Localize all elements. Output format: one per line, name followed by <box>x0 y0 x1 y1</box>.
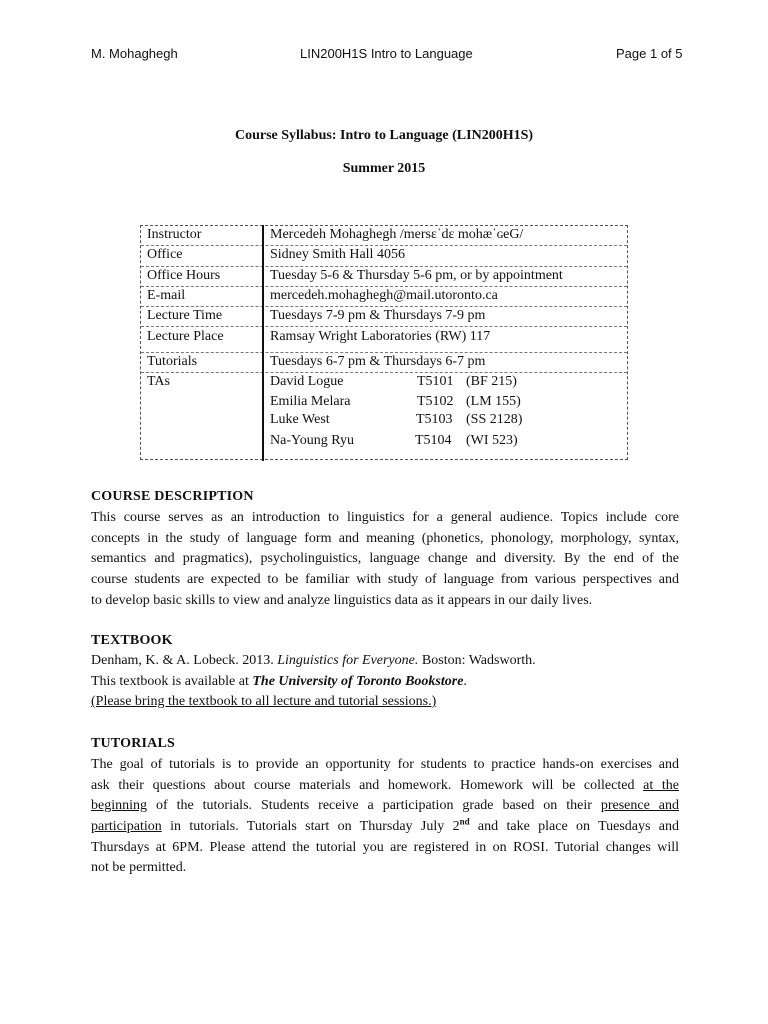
paragraph-line: to develop basic skills to view and analyze linguistics data as it appears in our daily lives. <box>91 592 593 608</box>
paragraph-line <box>91 796 679 817</box>
paragraph-line: This course serves as an introduction to linguistics for a general audience. Topics include core <box>91 510 679 525</box>
paragraph-line: Thursdays at 6PM. Please attend the tutorial you are registered in on ROSI. Tutorial changes will <box>91 839 679 855</box>
info-value: Mercedeh Mohaghegh /mersɛˈdɛ mohæˈɢeG/ <box>270 227 524 242</box>
paragraph-line: The goal of tutorials is to provide an opportunity for students to practice hands-on exercises and <box>91 757 679 772</box>
info-row-tutorials <box>141 352 627 373</box>
info-value: Tuesdays 7-9 pm & Thursdays 7-9 pm <box>270 308 486 323</box>
underlined-text: at the <box>643 777 679 793</box>
availability-text: This textbook is available at <box>91 674 253 689</box>
header-author: M. Mohaghegh <box>91 46 178 61</box>
citation-authors: Denham, K. & A. Lobeck. 2013. <box>91 653 278 668</box>
paragraph-line: semantics and pragmatics), psycholinguistics, language change and diversity. By the end of the <box>91 551 679 567</box>
textbook-note <box>91 694 436 710</box>
term-title: Summer 2015 <box>342 161 426 176</box>
course-description-text <box>91 508 679 611</box>
info-value: Tuesday 5-6 & Thursday 5-6 pm, or by appointment <box>270 268 563 283</box>
info-row-office <box>141 246 627 265</box>
ta-room: (BF 215) <box>466 374 517 389</box>
info-row-lecture-place <box>141 328 627 347</box>
ta-room: (LM 155) <box>466 394 521 409</box>
paragraph-line <box>91 776 679 797</box>
info-label: Lecture Time <box>147 308 223 323</box>
ta-room: (SS 2128) <box>466 412 523 427</box>
table-column-divider <box>262 225 264 461</box>
info-value: Tuesdays 6-7 pm & Thursdays 6-7 pm <box>270 354 486 369</box>
course-info-table <box>140 225 628 460</box>
ta-section: T5102 <box>417 394 454 409</box>
underlined-text: participation <box>91 819 162 835</box>
info-label: TAs <box>147 374 170 389</box>
info-label: Tutorials <box>147 354 198 369</box>
tutorials-text <box>91 755 679 879</box>
ta-room: (WI 523) <box>466 433 518 448</box>
info-row-email <box>141 287 627 306</box>
info-label: Office Hours <box>147 268 221 283</box>
header-course: LIN200H1S Intro to Language <box>300 46 473 61</box>
info-label: E-mail <box>147 288 186 303</box>
info-label: Office <box>147 247 183 262</box>
info-label: Lecture Place <box>147 329 224 344</box>
ta-name: Luke West <box>270 412 330 427</box>
info-value: Ramsay Wright Laboratories (RW) 117 <box>270 329 491 344</box>
ta-section: T5101 <box>417 374 454 389</box>
underlined-text: presence and <box>600 798 679 814</box>
bookstore-name: The University of Toronto Bookstore <box>252 674 464 689</box>
ta-section: T5104 <box>415 433 452 448</box>
info-row-tas <box>141 373 627 392</box>
book-title: Linguistics for Everyone. <box>277 653 419 668</box>
info-value: Sidney Smith Hall 4056 <box>270 247 405 262</box>
paragraph-line: course students are expected to be familiar with study of language from various perspectives and <box>91 572 679 588</box>
syllabus-title: Course Syllabus: Intro to Language (LIN200H1S) <box>234 128 534 143</box>
textbook-availability <box>91 674 467 690</box>
info-row-lecture-time <box>141 306 627 327</box>
availability-period: . <box>463 674 467 689</box>
text-run: ask their questions about course materials and homework. Homework will be collected <box>91 777 644 793</box>
superscript: nd <box>459 816 470 827</box>
course-description-heading: COURSE DESCRIPTION <box>91 489 254 504</box>
textbook-note-text: (Please bring the textbook to all lecture and tutorial sessions.) <box>91 694 437 709</box>
citation-publisher: Boston: Wadsworth. <box>418 653 536 668</box>
text-run: and take place on Tuesdays and <box>469 819 679 835</box>
info-value: mercedeh.mohaghegh@mail.utoronto.ca <box>270 288 498 303</box>
ta-name: Na-Young Ryu <box>270 433 354 448</box>
text-run: of the tutorials. Students receive a participation grade based on their <box>147 798 601 814</box>
textbook-citation <box>91 653 536 669</box>
ta-section: T5103 <box>416 412 453 427</box>
header-page-number: Page 1 of 5 <box>616 46 683 61</box>
underlined-text: beginning <box>91 798 147 814</box>
paragraph-line: concepts in the study of language form and meaning (phonetics, phonology, morphology, syntax, <box>91 530 679 546</box>
textbook-heading: TEXTBOOK <box>91 633 173 648</box>
text-run: in tutorials. Tutorials start on Thursday July 2 <box>161 819 460 835</box>
info-row-instructor <box>141 226 627 246</box>
tutorials-heading: TUTORIALS <box>91 736 176 751</box>
info-label: Instructor <box>147 227 202 242</box>
ta-name: David Logue <box>270 374 344 389</box>
paragraph-line: not be permitted. <box>91 860 187 876</box>
info-row-office-hours <box>141 266 627 287</box>
ta-name: Emilia Melara <box>270 394 351 409</box>
paragraph-line <box>91 817 679 838</box>
